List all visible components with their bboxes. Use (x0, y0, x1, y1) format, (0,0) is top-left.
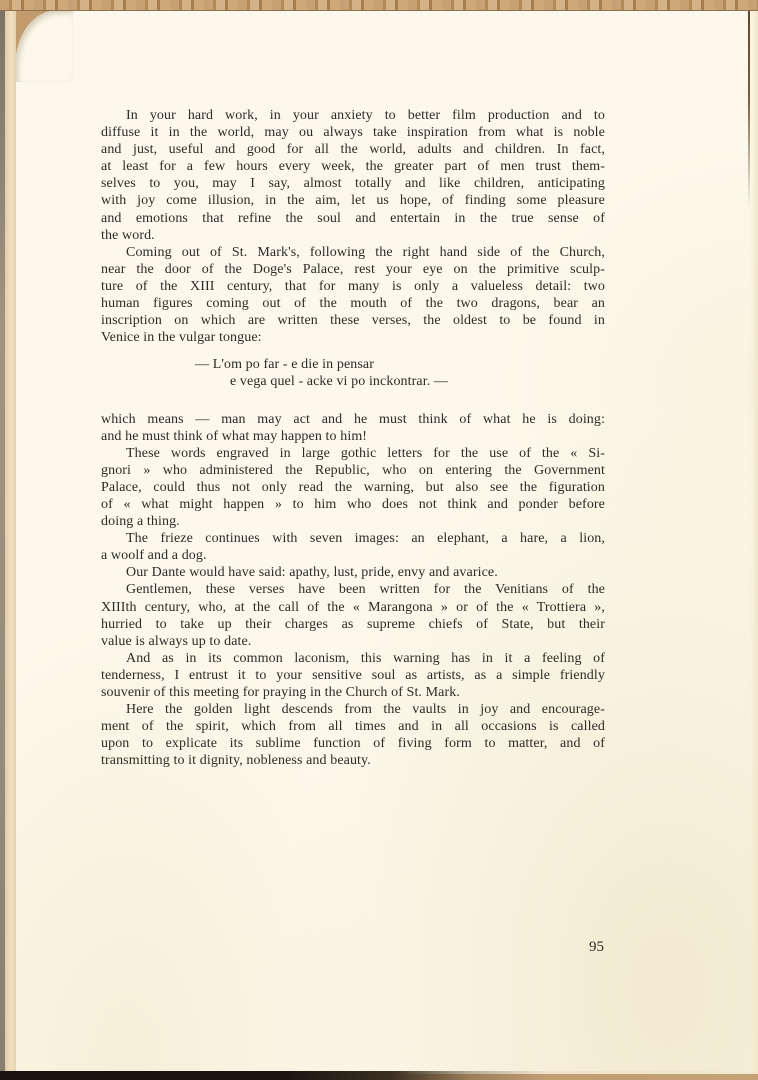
text-line: and just, useful and good for all the world, adults and children. In fact, (101, 142, 605, 158)
text-line: ture of the XIII century, that for many is only a valueless detail: two (101, 278, 605, 294)
paragraph (101, 564, 605, 581)
page-edge-right-tint (750, 9, 758, 1074)
paragraph (101, 701, 605, 769)
book-edge-bottom (0, 1071, 758, 1080)
text-line: transmitting to it dignity, nobleness and beauty. (101, 753, 371, 769)
book-edge-left (0, 9, 5, 1074)
text-line: doing a thing. (101, 514, 180, 530)
text-line: tenderness, I entrust it to your sensitive soul as artists, as a simple friendly (101, 667, 605, 683)
text-line: a woolf and a dog. (101, 548, 207, 564)
paragraph (101, 581, 605, 649)
text-line: ment of the spirit, which from all times and in all occasions is called (101, 719, 605, 735)
verse-block (101, 356, 605, 390)
paragraph (101, 244, 605, 347)
text-line: And as in its common laconism, this warning has in it a feeling of (126, 650, 605, 666)
text-line: which means — man may act and he must think of what he is doing: (101, 411, 605, 427)
text-line: In your hard work, in your anxiety to better film production and to (126, 108, 605, 123)
text-line: Coming out of St. Mark's, following the right hand side of the Church, (126, 244, 605, 260)
page-number: 95 (589, 939, 604, 955)
text-line: the word. (101, 227, 155, 243)
book-edge-top (0, 0, 758, 11)
text-line: near the door of the Doge's Palace, rest your eye on the primitive sculp- (101, 261, 605, 277)
text-line: selves to you, may I say, almost totally and like children, anticipating (101, 176, 605, 192)
text-line: at least for a few hours every week, the greater part of men trust them- (101, 159, 605, 175)
text-line: e vega quel - acke vi po inckontrar. — (230, 374, 448, 390)
text-line: diffuse it in the world, may ou always take inspiration from what is noble (101, 125, 605, 141)
text-line: — L'om po far - e die in pensar (195, 357, 375, 373)
text-line: souvenir of this meeting for praying in the Church of St. Mark. (101, 685, 460, 700)
page-text (101, 107, 605, 769)
text-line: hurried to take up their charges as supreme chiefs of State, but their (101, 616, 605, 632)
text-line: Our Dante would have said: apathy, lust, pride, envy and avarice. (126, 565, 498, 581)
text-line: Venice in the vulgar tongue: (101, 330, 262, 346)
underlying-page-edge-left (5, 9, 16, 1074)
paragraph (101, 650, 605, 701)
paragraph (101, 411, 605, 445)
text-line: with joy come illusion, in the aim, let us hope, of finding some pleasure (101, 193, 605, 209)
text-line: human figures coming out of the mouth of the two dragons, bear an (101, 296, 605, 312)
text-line: value is always up to date. (101, 633, 252, 649)
paragraph (101, 445, 605, 530)
text-line: XIIIth century, who, at the call of the « Marangona » or of the « Trottiera », (101, 599, 605, 615)
text-line: and emotions that refine the soul and entertain in the true sense of (101, 210, 605, 226)
page-edge-line-right (748, 9, 750, 209)
text-line: of « what might happen » to him who does not think and ponder before (101, 496, 605, 512)
text-line: and he must think of what may happen to him! (101, 428, 368, 444)
paragraph (101, 107, 605, 244)
text-line: inscription on which are written these verses, the oldest to be found in (101, 313, 605, 329)
page-corner-curl (15, 10, 73, 82)
text-line: Palace, could thus not only read the warning, but also see the figuration (101, 479, 605, 495)
text-line: upon to explicate its sublime function of fiving form to matter, and of (101, 736, 605, 752)
text-line: These words engraved in large gothic letters for the use of the « Si- (126, 445, 605, 461)
text-line: Gentlemen, these verses have been written for the Venitians of the (126, 582, 605, 598)
text-line: Here the golden light descends from the vaults in joy and encourage- (126, 702, 605, 718)
text-line: The frieze continues with seven images: an elephant, a hare, a lion, (126, 531, 605, 547)
paragraph (101, 530, 605, 564)
text-line: gnori » who administered the Republic, who on entering the Government (101, 462, 605, 478)
